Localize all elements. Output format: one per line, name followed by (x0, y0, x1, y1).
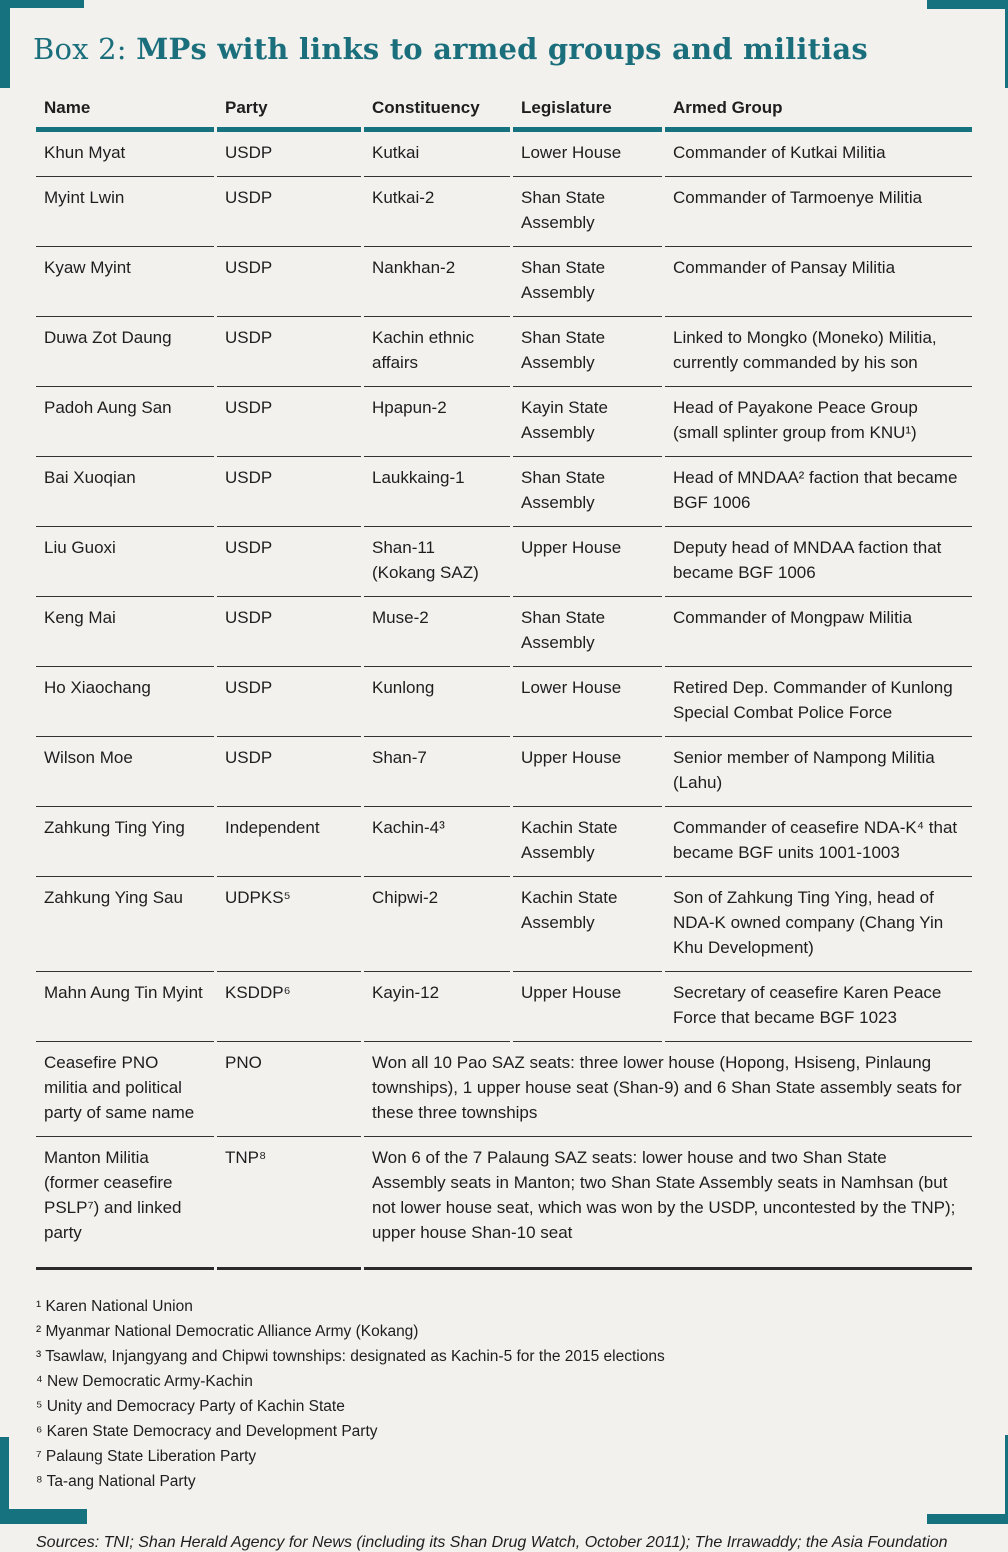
cell-armed-group: Linked to Mongko (Moneko) Militia, currently commanded by his son (665, 317, 972, 387)
cell-name: Ho Xiaochang (36, 667, 214, 737)
footnote-8: ⁸ Ta-ang National Party (36, 1473, 196, 1490)
cell-legislature: Upper House (513, 737, 662, 807)
table-row (36, 177, 972, 247)
table-row (36, 527, 972, 597)
cell-party: USDP (217, 737, 361, 807)
footnote-5: ⁵ Unity and Democracy Party of Kachin State (36, 1398, 345, 1415)
cell-name: Ceasefire PNO militia and political party of same name (36, 1042, 214, 1137)
cell-party: USDP (217, 247, 361, 317)
cell-constituency: Kunlong (364, 667, 510, 737)
cell-constituency: Nankhan-2 (364, 247, 510, 317)
table-row (36, 247, 972, 317)
cell-constituency: Shan-7 (364, 737, 510, 807)
cell-description: Won all 10 Pao SAZ seats: three lower house (Hopong, Hsiseng, Pinlaung townships), 1 upper house seat (Shan-9) and 6 Shan State assembly seats for these three townships (364, 1042, 972, 1137)
table-body (36, 132, 972, 1270)
table-row (36, 457, 972, 527)
table-row-spanning (36, 1042, 972, 1137)
table-row (36, 972, 972, 1042)
cell-name: Zahkung Ying Sau (36, 877, 214, 972)
cell-legislature: Kachin State Assembly (513, 877, 662, 972)
table-row (36, 807, 972, 877)
table-row-spanning (36, 1137, 972, 1270)
cell-party: USDP (217, 597, 361, 667)
table-row (36, 317, 972, 387)
cell-name: Keng Mai (36, 597, 214, 667)
cell-armed-group: Commander of ceasefire NDA-K⁴ that became BGF units 1001-1003 (665, 807, 972, 877)
cell-constituency: Muse-2 (364, 597, 510, 667)
frame-corner-bottom-right-horizontal (927, 1514, 1008, 1524)
cell-name: Padoh Aung San (36, 387, 214, 457)
cell-description: Won 6 of the 7 Palaung SAZ seats: lower house and two Shan State Assembly seats in Manton; two Shan State Assembly seats in Namhsan (but not lower house seat, which was won by the USDP, uncontested by the TNP); upper house Shan-10 seat (364, 1137, 972, 1270)
table-row (36, 387, 972, 457)
cell-name: Manton Militia (former ceasefire PSLP⁷) and linked party (36, 1137, 214, 1270)
sources-line: Sources: TNI; Shan Herald Agency for News (including its Shan Drug Watch, October 2011); The Irrawaddy; the Asia Foundation (36, 1534, 948, 1551)
cell-legislature: Shan State Assembly (513, 317, 662, 387)
cell-legislature: Kayin State Assembly (513, 387, 662, 457)
cell-armed-group: Secretary of ceasefire Karen Peace Force that became BGF 1023 (665, 972, 972, 1042)
cell-armed-group: Senior member of Nampong Militia (Lahu) (665, 737, 972, 807)
footnote-6: ⁶ Karen State Democracy and Development Party (36, 1423, 378, 1440)
footnote-1: ¹ Karen National Union (36, 1298, 193, 1315)
cell-legislature: Shan State Assembly (513, 457, 662, 527)
cell-party: Independent (217, 807, 361, 877)
cell-party: USDP (217, 132, 361, 177)
header-row (36, 92, 972, 132)
frame-corner-top-right-horizontal (927, 0, 1008, 9)
column-header-party: Party (217, 92, 361, 132)
cell-party: USDP (217, 387, 361, 457)
frame-corner-bottom-left-horizontal (0, 1509, 87, 1524)
cell-legislature: Shan State Assembly (513, 597, 662, 667)
cell-name: Myint Lwin (36, 177, 214, 247)
footnote-7: ⁷ Palaung State Liberation Party (36, 1448, 257, 1465)
cell-armed-group: Commander of Pansay Militia (665, 247, 972, 317)
cell-constituency: Kutkai (364, 132, 510, 177)
cell-armed-group: Commander of Tarmoenye Militia (665, 177, 972, 247)
cell-name: Zahkung Ting Ying (36, 807, 214, 877)
cell-legislature: Upper House (513, 972, 662, 1042)
cell-armed-group: Deputy head of MNDAA faction that became BGF 1006 (665, 527, 972, 597)
table-header (36, 92, 972, 132)
cell-constituency: Kayin-12 (364, 972, 510, 1042)
cell-party: TNP⁸ (217, 1137, 361, 1270)
cell-constituency: Kachin ethnic affairs (364, 317, 510, 387)
cell-armed-group: Commander of Kutkai Militia (665, 132, 972, 177)
cell-party: USDP (217, 457, 361, 527)
cell-constituency: Kachin-4³ (364, 807, 510, 877)
cell-name: Bai Xuoqian (36, 457, 214, 527)
cell-armed-group: Retired Dep. Commander of Kunlong Special Combat Police Force (665, 667, 972, 737)
cell-legislature: Kachin State Assembly (513, 807, 662, 877)
footnote-4: ⁴ New Democratic Army-Kachin (36, 1373, 253, 1390)
table-row (36, 667, 972, 737)
cell-constituency: Kutkai-2 (364, 177, 510, 247)
cell-constituency: Chipwi-2 (364, 877, 510, 972)
cell-party: PNO (217, 1042, 361, 1137)
cell-party: USDP (217, 177, 361, 247)
table-row (36, 737, 972, 807)
cell-constituency: Hpapun-2 (364, 387, 510, 457)
cell-name: Liu Guoxi (36, 527, 214, 597)
cell-party: USDP (217, 667, 361, 737)
column-header-armed-group: Armed Group (665, 92, 972, 132)
table-row (36, 132, 972, 177)
cell-name: Mahn Aung Tin Myint (36, 972, 214, 1042)
cell-name: Khun Myat (36, 132, 214, 177)
column-header-name: Name (36, 92, 214, 132)
cell-party: USDP (217, 317, 361, 387)
cell-armed-group: Commander of Mongpaw Militia (665, 597, 972, 667)
cell-constituency: Shan-11 (Kokang SAZ) (364, 527, 510, 597)
cell-legislature: Shan State Assembly (513, 177, 662, 247)
column-header-legislature: Legislature (513, 92, 662, 132)
mps-table (33, 92, 975, 1270)
footnotes (33, 1294, 975, 1494)
cell-armed-group: Son of Zahkung Ting Ying, head of NDA-K owned company (Chang Yin Khu Development) (665, 877, 972, 972)
cell-legislature: Shan State Assembly (513, 247, 662, 317)
cell-party: USDP (217, 527, 361, 597)
footnote-2: ² Myanmar National Democratic Alliance Army (Kokang) (36, 1323, 419, 1340)
frame-corner-top-left-horizontal (0, 0, 84, 8)
cell-party: KSDDP⁶ (217, 972, 361, 1042)
table-row (36, 597, 972, 667)
cell-name: Kyaw Myint (36, 247, 214, 317)
cell-name: Duwa Zot Daung (36, 317, 214, 387)
frame-corner-top-left-vertical (0, 0, 10, 88)
cell-legislature: Lower House (513, 132, 662, 177)
cell-armed-group: Head of Payakone Peace Group (small splinter group from KNU¹) (665, 387, 972, 457)
cell-legislature: Upper House (513, 527, 662, 597)
table-row (36, 877, 972, 972)
cell-armed-group: Head of MNDAA² faction that became BGF 1006 (665, 457, 972, 527)
cell-party: UDPKS⁵ (217, 877, 361, 972)
box-title (33, 32, 975, 66)
cell-name: Wilson Moe (36, 737, 214, 807)
box-title-text: MPs with links to armed groups and militias (136, 32, 868, 66)
cell-legislature: Lower House (513, 667, 662, 737)
box-label: Box 2: (33, 32, 127, 66)
cell-constituency: Laukkaing-1 (364, 457, 510, 527)
footnote-3: ³ Tsawlaw, Injangyang and Chipwi townships: designated as Kachin-5 for the 2015 elections (36, 1348, 665, 1365)
column-header-constituency: Constituency (364, 92, 510, 132)
